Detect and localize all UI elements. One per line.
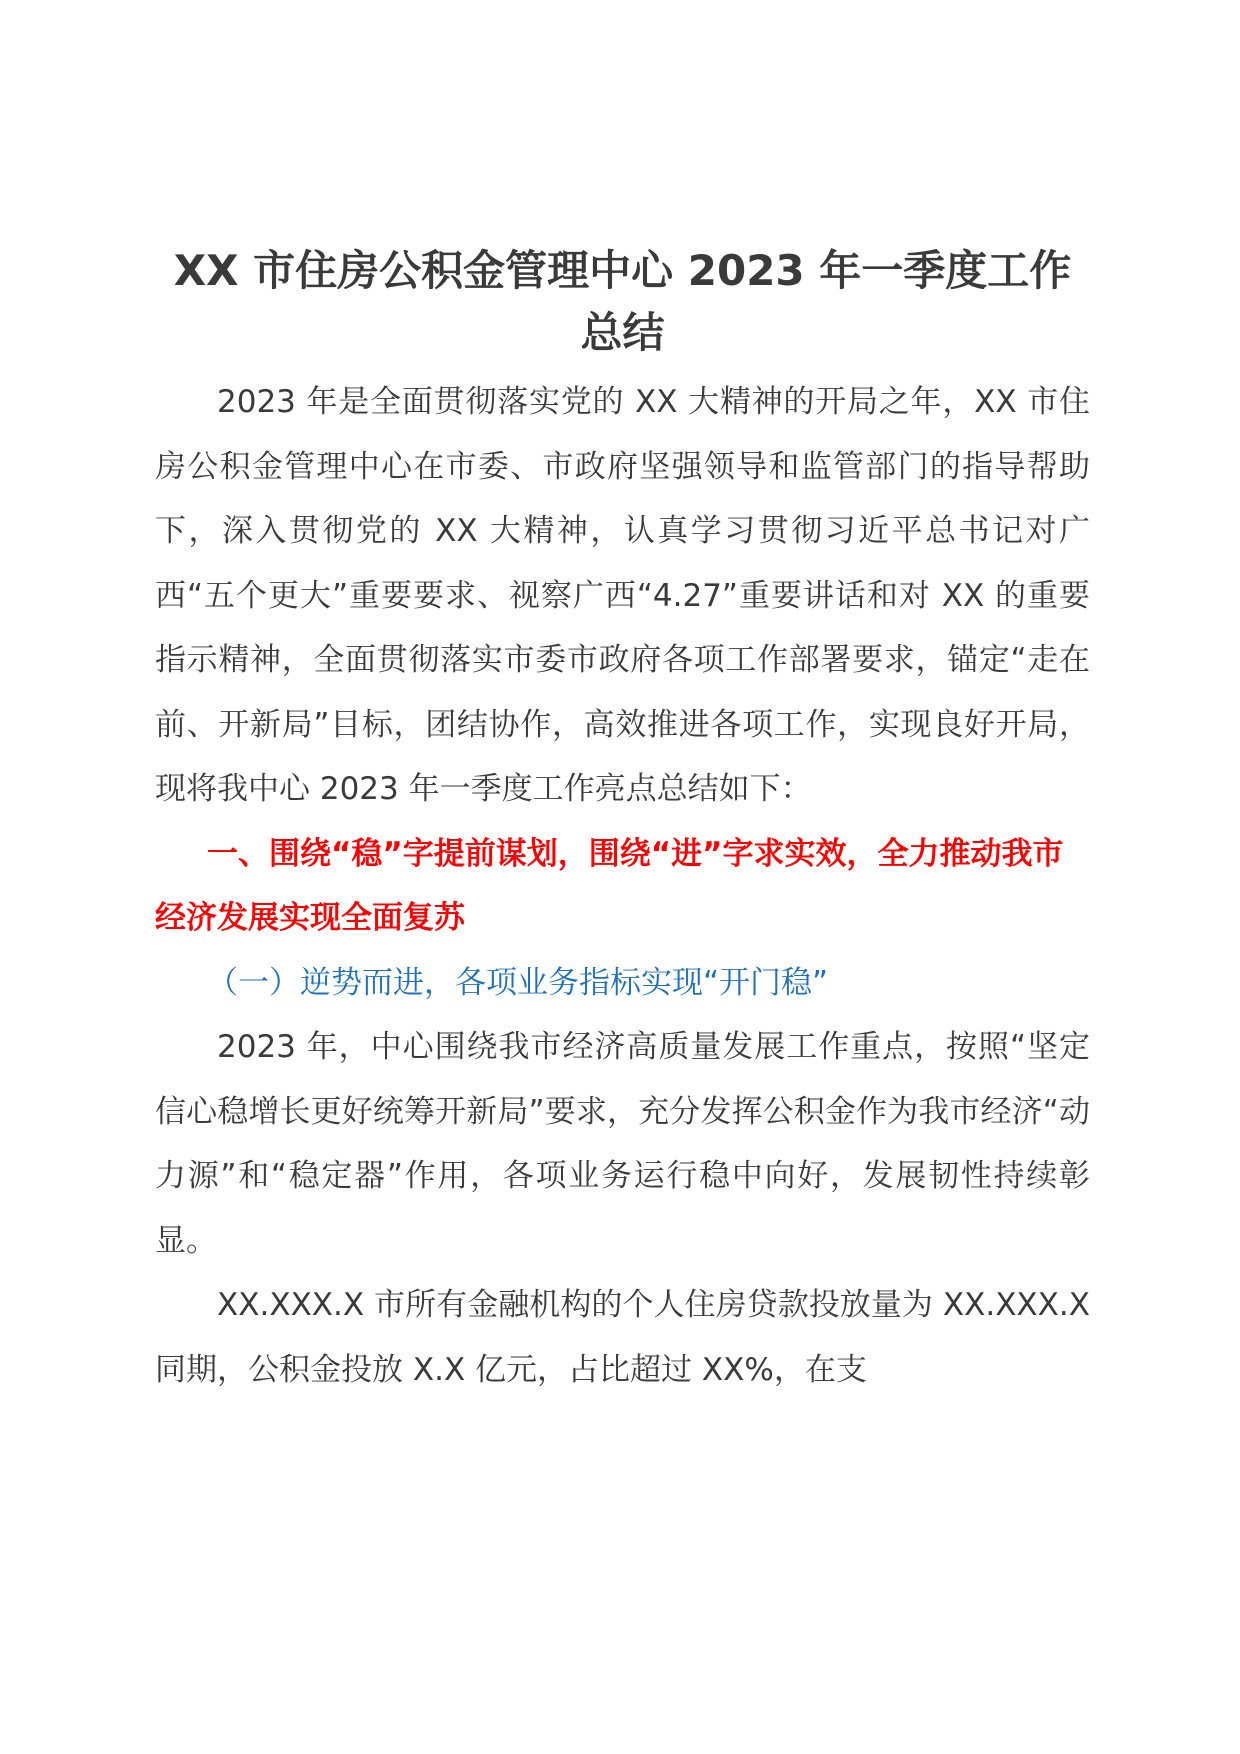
body-paragraph: 2023 年，中心围绕我市经济高质量发展工作重点，按照“坚定信心稳增长更好统筹开新局”要求，充分发挥公积金作为我市经济“动力源”和“稳定器”作用，各项业务运行稳中向好，发展韧性持续彰显。	[155, 1029, 1090, 1259]
section-heading: 一、围绕“稳”字提前谋划，围绕“进”字求实效，全力推动我市经济发展实现全面复苏	[155, 835, 1064, 936]
subsection-heading: （一）逆势而进，各项业务指标实现“开门稳”	[207, 964, 829, 1001]
document-body	[155, 240, 1090, 1402]
document-title: XX 市住房公积金管理中心 2023 年一季度工作总结	[173, 246, 1072, 357]
intro-paragraph: 2023 年是全面贯彻落实党的 XX 大精神的开局之年，XX 市住房公积金管理中心在市委、市政府坚强领导和监管部门的指导帮助下，深入贯彻党的 XX 大精神，认真学习贯彻习近平总书记对广西“五个更大”重要要求、视察广西“4.27”重要讲话和对 XX 的重要指示精神，全面贯彻落实市委市政府各项工作部署要求，锚定“走在前、开新局”目标，团结协作，高效推进各项工作，实现良好开局，现将我中心 2023 年一季度工作亮点总结如下：	[155, 384, 1090, 807]
body-paragraph-partial: XX.XXX.X 市所有金融机构的个人住房贷款投放量为 XX.XXX.X 同期，公积金投放 X.X 亿元，占比超过 XX%，在支	[155, 1287, 1090, 1388]
